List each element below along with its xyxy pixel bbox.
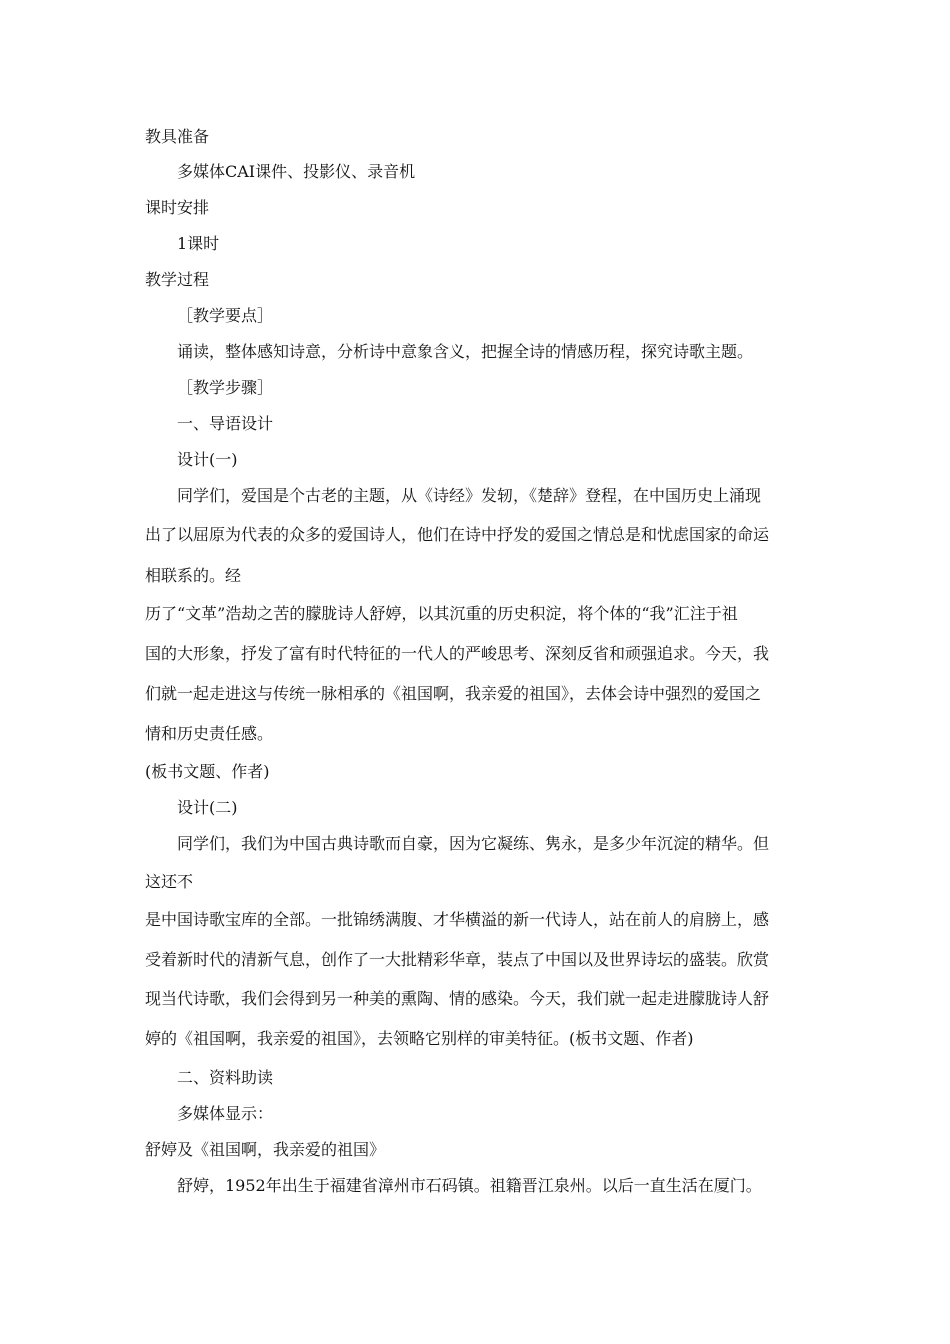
paragraph-teaching-aids: 多媒体CAI课件、投影仪、录音机 <box>177 162 416 181</box>
paragraph-line: 出了以屈原为代表的众多的爱国诗人，他们在诗中抒发的爱国之情总是和忧虑国家的命运 <box>145 525 770 544</box>
section-heading-intro-design: 一、导语设计 <box>177 414 274 433</box>
paragraph-author-bio: 舒婷，1952年出生于福建省漳州市石码镇。祖籍晋江泉州。以后一直生活在厦门。 <box>177 1176 762 1195</box>
subheading-design-one: 设计(一) <box>177 450 238 469</box>
paragraph-line: 情和历史责任感。 <box>145 724 274 743</box>
heading-schedule: 课时安排 <box>145 198 210 217</box>
paragraph-line: 是中国诗歌宝库的全部。一批锦绣满腹、才华横溢的新一代诗人，站在前人的肩膀上，感 <box>145 910 770 929</box>
paragraph-line: 受着新时代的清新气息，创作了一大批精彩华章，装点了中国以及世界诗坛的盛装。欣赏 <box>145 950 770 969</box>
paragraph-line: 相联系的。经 <box>145 566 242 585</box>
paragraph-schedule: 1课时 <box>177 234 220 253</box>
heading-teaching-process: 教学过程 <box>145 270 210 289</box>
blackboard-note: (板书文题、作者) <box>145 762 270 781</box>
section-heading-reading-materials: 二、资料助读 <box>177 1068 274 1087</box>
subheading-steps: ［教学步骤］ <box>177 378 274 397</box>
paragraph-line: 这还不 <box>145 872 194 891</box>
subheading-key-points: ［教学要点］ <box>177 306 274 325</box>
paragraph-key-points: 诵读，整体感知诗意，分析诗中意象含义，把握全诗的情感历程，探究诗歌主题。 <box>177 342 754 361</box>
subheading-author-and-poem: 舒婷及《祖国啊，我亲爱的祖国》 <box>145 1140 386 1159</box>
paragraph-line: 同学们，我们为中国古典诗歌而自豪，因为它凝练、隽永，是多少年沉淀的精华。但 <box>177 834 770 853</box>
paragraph-line: 同学们，爱国是个古老的主题，从《诗经》发轫，《楚辞》登程，在中国历史上涌现 <box>177 486 762 505</box>
paragraph-line: 们就一起走进这与传统一脉相承的《祖国啊，我亲爱的祖国》，去体会诗中强烈的爱国之 <box>145 684 762 703</box>
paragraph-line: 婷的《祖国啊，我亲爱的祖国》，去领略它别样的审美特征。(板书文题、作者) <box>145 1029 694 1048</box>
paragraph-multimedia-display: 多媒体显示： <box>177 1104 274 1123</box>
paragraph-line: 国的大形象，抒发了富有时代特征的一代人的严峻思考、深刻反省和顽强追求。今天，我 <box>145 644 770 663</box>
paragraph-line: 历了“文革”浩劫之苦的朦胧诗人舒婷，以其沉重的历史积淀，将个体的“我”汇注于祖 <box>145 604 738 623</box>
subheading-design-two: 设计(二) <box>177 798 238 817</box>
heading-teaching-aids: 教具准备 <box>145 127 210 146</box>
paragraph-line: 现当代诗歌，我们会得到另一种美的熏陶、情的感染。今天，我们就一起走进朦胧诗人舒 <box>145 989 770 1008</box>
